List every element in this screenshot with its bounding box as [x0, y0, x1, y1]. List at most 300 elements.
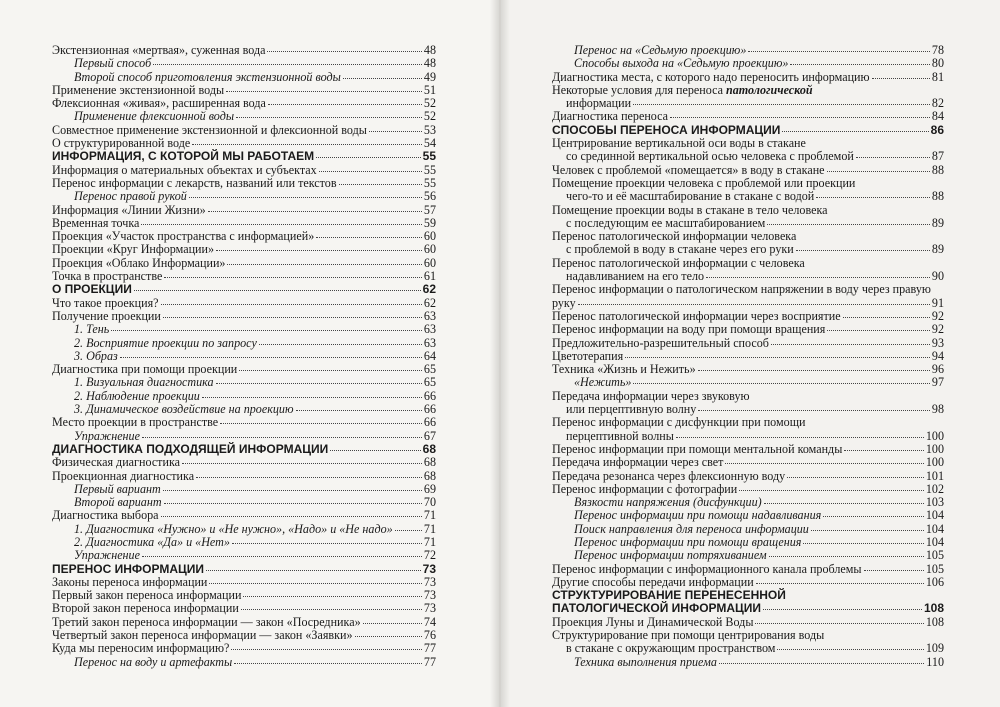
- entry-title: руку: [552, 295, 576, 310]
- leader-dots: [843, 317, 930, 318]
- toc-entry[interactable]: [552, 204, 944, 231]
- toc-entry[interactable]: [52, 257, 436, 270]
- toc-entry[interactable]: [52, 243, 436, 256]
- entry-title: с проблемой в воду в стакане через его руки: [566, 242, 794, 257]
- toc-entry[interactable]: [52, 150, 436, 163]
- entry-title-line: Центрирование вертикальной оси воды в стакане: [552, 136, 806, 151]
- leader-dots: [268, 104, 422, 105]
- leader-dots: [725, 463, 923, 464]
- toc-entry[interactable]: [552, 177, 944, 204]
- toc-entry[interactable]: [52, 190, 436, 203]
- page-number: 64: [423, 348, 436, 363]
- toc-entry[interactable]: [52, 523, 436, 536]
- page-number: 55: [423, 175, 436, 190]
- page-number: 97: [931, 375, 944, 390]
- page-number: 53: [423, 122, 436, 137]
- entry-title: Перенос информации с фотографии: [552, 481, 738, 496]
- leader-dots: [856, 157, 930, 158]
- toc-entry[interactable]: [52, 270, 436, 283]
- page-number: 80: [931, 56, 944, 71]
- entry-title: Проекции «Круг Информации»: [52, 242, 215, 257]
- toc-entry[interactable]: [52, 602, 436, 615]
- toc-entry[interactable]: [52, 616, 436, 629]
- page-number: 100: [925, 441, 944, 456]
- leader-dots: [189, 197, 422, 198]
- entry-title: Способы выхода на «Седьмую проекцию»: [574, 56, 789, 71]
- leader-dots: [163, 490, 422, 491]
- toc-entry[interactable]: [552, 629, 944, 656]
- toc-entry[interactable]: [552, 71, 944, 84]
- entry-title: Информация «Линии Жизни»: [52, 202, 206, 217]
- leader-dots: [330, 450, 420, 451]
- leader-dots: [739, 490, 924, 491]
- toc-entry[interactable]: [52, 629, 436, 642]
- toc-entry[interactable]: [52, 297, 436, 310]
- toc-entry[interactable]: [552, 323, 944, 336]
- entry-title: Точка в пространстве: [52, 269, 163, 284]
- toc-entry[interactable]: [52, 164, 436, 177]
- page-number: 68: [423, 455, 436, 470]
- entry-title: ИНФОРМАЦИЯ, С КОТОРОЙ МЫ РАБОТАЕМ: [52, 149, 315, 164]
- toc-entry[interactable]: [52, 204, 436, 217]
- page-number: 63: [423, 308, 436, 323]
- toc-entry[interactable]: [552, 257, 944, 284]
- entry-title: ПАТОЛОГИЧЕСКОЙ ИНФОРМАЦИИ: [552, 601, 762, 616]
- toc-entry[interactable]: [52, 337, 436, 350]
- page-number: 63: [423, 335, 436, 350]
- page-number: 73: [422, 561, 436, 576]
- toc-entry[interactable]: [52, 71, 436, 84]
- entry-title-line: Помещение проекции воды в стакане в тело человека: [552, 202, 828, 217]
- entry-title: 1. Тень: [74, 322, 110, 337]
- leader-dots: [231, 649, 422, 650]
- entry-title: Проекция «Участок пространства с информацией»: [52, 229, 315, 244]
- entry-title: 1. Визуальная диагностика: [74, 375, 214, 390]
- page-number: 101: [925, 468, 944, 483]
- toc-entry[interactable]: [552, 283, 944, 310]
- toc-entry[interactable]: [52, 230, 436, 243]
- page-number: 60: [423, 229, 436, 244]
- entry-title: Предложительно-разрешительный способ: [552, 335, 769, 350]
- entry-title: Куда мы переносим информацию?: [52, 641, 230, 656]
- leader-dots: [767, 224, 930, 225]
- toc-entry[interactable]: [52, 536, 436, 549]
- leader-dots: [771, 344, 930, 345]
- leader-dots: [141, 224, 422, 225]
- toc-entry[interactable]: [552, 563, 944, 576]
- entry-title: Применение флексионной воды: [74, 109, 235, 124]
- toc-entry[interactable]: [552, 84, 944, 111]
- page-number: 78: [931, 43, 944, 57]
- leader-dots: [756, 583, 924, 584]
- page-number: 109: [925, 641, 944, 656]
- page-number: 68: [423, 468, 436, 483]
- leader-dots: [153, 64, 422, 65]
- entry-title: надавливанием на его тело: [566, 269, 705, 284]
- entry-title: Место проекции в пространстве: [52, 415, 219, 430]
- toc-entry[interactable]: [52, 84, 436, 97]
- entry-title: 2. Наблюдение проекции: [74, 388, 200, 403]
- page-number: 65: [423, 362, 436, 377]
- page-number: 52: [423, 109, 436, 124]
- leader-dots: [787, 477, 924, 478]
- page-number: 71: [423, 534, 436, 549]
- entry-title: Человек с проблемой «помещается» в воду в стакане: [552, 162, 825, 177]
- toc-entry[interactable]: [552, 589, 944, 616]
- leader-dots: [782, 131, 928, 132]
- book-gutter: [490, 0, 510, 707]
- toc-entry[interactable]: [552, 443, 944, 456]
- page-number: 66: [423, 402, 436, 417]
- left-page: [0, 0, 496, 707]
- leader-dots: [578, 304, 930, 305]
- page-number: 108: [923, 601, 944, 616]
- toc-entry[interactable]: [52, 456, 436, 469]
- leader-dots: [196, 477, 422, 478]
- toc-entry[interactable]: [52, 376, 436, 389]
- toc-entry[interactable]: [552, 536, 944, 549]
- page-number: 66: [423, 415, 436, 430]
- leader-dots: [864, 570, 924, 571]
- leader-dots: [220, 423, 422, 424]
- toc-entry[interactable]: [52, 283, 436, 296]
- page-number: 84: [931, 109, 944, 124]
- leader-dots: [625, 357, 930, 358]
- entry-title: Другие способы передачи информации: [552, 574, 754, 589]
- page-number: 62: [423, 295, 436, 310]
- toc-entry[interactable]: [552, 549, 944, 562]
- entry-title: Физическая диагностика: [52, 455, 181, 470]
- entry-title: Поиск направления для переноса информации: [574, 521, 809, 536]
- entry-title: ПЕРЕНОС ИНФОРМАЦИИ: [52, 561, 205, 576]
- page-number: 55: [423, 162, 436, 177]
- page-number: 90: [931, 269, 944, 284]
- leader-dots: [216, 383, 422, 384]
- leader-dots: [319, 171, 422, 172]
- toc-entry[interactable]: [52, 430, 436, 443]
- entry-title: 2. Восприятие проекции по запросу: [74, 335, 257, 350]
- toc-entry[interactable]: [552, 523, 944, 536]
- entry-title: перцептивной волны: [566, 428, 674, 443]
- leader-dots: [670, 117, 930, 118]
- entry-title: Временная точка: [52, 215, 140, 230]
- toc-entry[interactable]: [52, 549, 436, 562]
- toc-entry[interactable]: [552, 616, 944, 629]
- entry-title: Проекция «Облако Информации»: [52, 255, 226, 270]
- entry-title: ДИАГНОСТИКА ПОДХОДЯЩЕЙ ИНФОРМАЦИИ: [52, 441, 329, 456]
- toc-entry[interactable]: [52, 496, 436, 509]
- page-number: 73: [423, 588, 436, 603]
- leader-dots: [134, 290, 421, 291]
- page-number: 73: [423, 574, 436, 589]
- page-number: 88: [931, 189, 944, 204]
- toc-entry[interactable]: [52, 124, 436, 137]
- toc-entry[interactable]: [552, 390, 944, 417]
- entry-title: Четвертый закон переноса информации — закон «Заявки»: [52, 628, 353, 643]
- entry-title: Проекция Луны и Динамической Воды: [552, 614, 754, 629]
- page-number: 73: [423, 601, 436, 616]
- toc-entry[interactable]: [552, 350, 944, 363]
- page-number: 87: [931, 149, 944, 164]
- leader-dots: [827, 171, 930, 172]
- entry-title: Второй закон переноса информации: [52, 601, 239, 616]
- entry-title: Перенос правой рукой: [74, 189, 187, 204]
- leader-dots: [790, 64, 929, 65]
- entry-title: Получение проекции: [52, 308, 161, 323]
- page-number: 61: [423, 269, 436, 284]
- toc-entry[interactable]: [552, 337, 944, 350]
- page-number: 104: [925, 534, 944, 549]
- entry-title: Упражнение: [74, 548, 140, 563]
- entry-title: Перенос патологической информации через восприятие: [552, 308, 841, 323]
- toc-entry[interactable]: [52, 390, 436, 403]
- page-number: 65: [423, 375, 436, 390]
- leader-dots: [120, 357, 422, 358]
- toc-entry[interactable]: [52, 57, 436, 70]
- page-number: 60: [423, 255, 436, 270]
- entry-title: Техника выполнения приема: [574, 654, 717, 669]
- entry-title: Диагностика места, с которого надо переносить информацию: [552, 69, 870, 84]
- leader-dots: [827, 330, 930, 331]
- page-number: 91: [931, 295, 944, 310]
- page-number: 63: [423, 322, 436, 337]
- page-number: 100: [925, 428, 944, 443]
- leader-dots: [239, 370, 422, 371]
- toc-entry[interactable]: [552, 164, 944, 177]
- page-number: 76: [423, 628, 436, 643]
- page-number: 72: [423, 548, 436, 563]
- page-number: 104: [925, 508, 944, 523]
- entry-title: Перенос на воду и артефакты: [74, 654, 233, 669]
- page-number: 48: [423, 43, 436, 57]
- leader-dots: [236, 117, 422, 118]
- entry-title: Техника «Жизнь и Нежить»: [552, 362, 696, 377]
- entry-title: Совместное применение экстензионной и флексионной воды: [52, 122, 367, 137]
- toc-entry[interactable]: [52, 656, 436, 669]
- toc-entry[interactable]: [52, 350, 436, 363]
- entry-title-line: СТРУКТУРИРОВАНИЕ ПЕРЕНЕСЕННОЙ: [552, 588, 786, 603]
- entry-title: или перцептивную волну: [566, 402, 697, 417]
- page-number: 67: [423, 428, 436, 443]
- page-number: 89: [931, 242, 944, 257]
- entry-title: О ПРОЕКЦИИ: [52, 282, 132, 297]
- leader-dots: [796, 250, 930, 251]
- entry-title-line: Перенос информации о патологическом напряжении в воду через правую: [552, 282, 931, 297]
- entry-title: Второй вариант: [74, 495, 162, 510]
- entry-title: Применение экстензионной воды: [52, 82, 225, 97]
- entry-title: Перенос информации при помощи вращения: [574, 534, 802, 549]
- entry-title: Цветотерапия: [552, 348, 624, 363]
- page-number: 69: [423, 481, 436, 496]
- toc-entry[interactable]: [52, 403, 436, 416]
- leader-dots: [241, 609, 422, 610]
- page-number: 106: [925, 574, 944, 589]
- leader-dots: [208, 211, 422, 212]
- entry-title: Вязкости напряжения (дисфункции): [574, 495, 762, 510]
- page-number: 59: [423, 215, 436, 230]
- leader-dots: [142, 437, 422, 438]
- page-number: 70: [423, 495, 436, 510]
- page-number: 102: [925, 481, 944, 496]
- toc-entry[interactable]: [52, 110, 436, 123]
- leader-dots: [816, 197, 930, 198]
- entry-title: Передача резонанса через флексионную воду: [552, 468, 786, 483]
- toc-entry[interactable]: [52, 563, 436, 576]
- toc-entry[interactable]: [552, 496, 944, 509]
- page-number: 66: [423, 388, 436, 403]
- entry-title: Перенос на «Седьмую проекцию»: [574, 43, 747, 57]
- toc-entry[interactable]: [52, 576, 436, 589]
- toc-entry[interactable]: [52, 509, 436, 522]
- page-number: 108: [925, 614, 944, 629]
- leader-dots: [369, 131, 422, 132]
- toc-entry[interactable]: [52, 483, 436, 496]
- entry-title-line: Помещение проекции человека с проблемой или проекции: [552, 175, 856, 190]
- entry-title: Перенос информации с информационного канала проблемы: [552, 561, 862, 576]
- leader-dots: [803, 543, 923, 544]
- toc-entry[interactable]: [52, 642, 436, 655]
- entry-title: 1. Диагностика «Нужно» и «Не нужно», «Надо» и «Не надо»: [74, 521, 393, 536]
- entry-title: Перенос информации при помощи ментальной команды: [552, 441, 843, 456]
- entry-title: в стакане с окружающим пространством: [566, 641, 776, 656]
- toc-entry[interactable]: [552, 456, 944, 469]
- entry-title-line: Перенос информации с дисфункции при помощи: [552, 415, 806, 430]
- page-number: 74: [423, 614, 436, 629]
- toc-entry[interactable]: [552, 124, 944, 137]
- entry-title-part: Некоторые условия для переноса: [552, 82, 723, 97]
- leader-dots: [343, 78, 422, 79]
- leader-dots: [777, 649, 923, 650]
- entry-title: Передача информации через свет: [552, 455, 724, 470]
- leader-dots: [748, 51, 930, 52]
- leader-dots: [698, 410, 930, 411]
- entry-title: Экстензионная «мертвая», суженная вода: [52, 43, 266, 57]
- page-number: 60: [423, 242, 436, 257]
- toc-entry[interactable]: [52, 44, 436, 57]
- entry-title: Второй способ приготовления экстензионной воды: [74, 69, 341, 84]
- leader-dots: [633, 383, 929, 384]
- page-number: 68: [422, 441, 436, 456]
- leader-dots: [161, 304, 422, 305]
- page-number: 104: [925, 521, 944, 536]
- right-page: [504, 0, 1000, 707]
- toc-entry[interactable]: [552, 230, 944, 257]
- toc-entry[interactable]: [552, 416, 944, 443]
- toc-right: [552, 44, 944, 669]
- page-number: 62: [422, 282, 436, 297]
- toc-entry[interactable]: [52, 323, 436, 336]
- entry-title: Первый способ: [74, 56, 152, 71]
- page-number: 81: [931, 69, 944, 84]
- page-number: 77: [423, 641, 436, 656]
- leader-dots: [395, 530, 422, 531]
- toc-entry[interactable]: [552, 483, 944, 496]
- leader-dots: [316, 157, 421, 158]
- leader-dots: [355, 636, 422, 637]
- page-number: 86: [930, 122, 944, 137]
- toc-entry[interactable]: [52, 97, 436, 110]
- entry-title: СПОСОБЫ ПЕРЕНОСА ИНФОРМАЦИИ: [552, 122, 781, 137]
- toc-entry[interactable]: [52, 470, 436, 483]
- entry-title: Диагностика при помощи проекции: [52, 362, 238, 377]
- leader-dots: [823, 516, 924, 517]
- leader-dots: [633, 104, 930, 105]
- toc-entry[interactable]: [552, 110, 944, 123]
- leader-dots: [202, 397, 422, 398]
- toc-entry[interactable]: [552, 363, 944, 376]
- entry-title: со срединной вертикальной осью человека с проблемой: [566, 149, 854, 164]
- leader-dots: [182, 463, 422, 464]
- entry-title: Флексионная «живая», расширенная вода: [52, 96, 266, 111]
- toc-entry[interactable]: [552, 656, 944, 669]
- entry-title: О структурированной воде: [52, 136, 191, 151]
- entry-title: Информация о материальных объектах и субъектах: [52, 162, 317, 177]
- page-number: 48: [423, 56, 436, 71]
- leader-dots: [161, 516, 422, 517]
- page-number: 93: [931, 335, 944, 350]
- entry-title: с последующим ее масштабированием: [566, 215, 766, 230]
- page-number: 103: [925, 495, 944, 510]
- leader-dots: [243, 596, 421, 597]
- entry-title: 3. Динамическое воздействие на проекцию: [74, 402, 294, 417]
- toc-entry[interactable]: [552, 44, 944, 57]
- page-number: 100: [925, 455, 944, 470]
- entry-title: «Нежить»: [574, 375, 632, 390]
- entry-title: Диагностика выбора: [52, 508, 159, 523]
- toc-entry[interactable]: [52, 363, 436, 376]
- page-number: 52: [423, 96, 436, 111]
- entry-title-line: [552, 84, 944, 97]
- leader-dots: [163, 317, 422, 318]
- page-number: 105: [925, 548, 944, 563]
- toc-entry[interactable]: [552, 310, 944, 323]
- leader-dots: [296, 410, 422, 411]
- toc-entry[interactable]: [552, 470, 944, 483]
- leader-dots: [872, 78, 930, 79]
- leader-dots: [769, 556, 924, 557]
- leader-dots: [706, 277, 930, 278]
- toc-entry[interactable]: [52, 177, 436, 190]
- page-number: 77: [423, 654, 436, 669]
- leader-dots: [698, 370, 930, 371]
- leader-dots: [676, 437, 924, 438]
- toc-entry[interactable]: [52, 589, 436, 602]
- leader-dots: [192, 144, 422, 145]
- leader-dots: [232, 543, 422, 544]
- toc-entry[interactable]: [552, 509, 944, 522]
- toc-entry[interactable]: [52, 443, 436, 456]
- entry-title: чего-то и её масштабирование в стакане с водой: [566, 189, 815, 204]
- toc-entry[interactable]: [552, 57, 944, 70]
- entry-title: Перенос информации потряхиванием: [574, 548, 767, 563]
- entry-title: 2. Диагностика «Да» и «Нет»: [74, 534, 230, 549]
- entry-title: Третий закон переноса информации — закон «Посредника»: [52, 614, 361, 629]
- toc-entry[interactable]: [52, 310, 436, 323]
- entry-title: 3. Образ: [74, 348, 118, 363]
- entry-title: Упражнение: [74, 428, 140, 443]
- leader-dots: [339, 184, 422, 185]
- page-number: 105: [925, 561, 944, 576]
- toc-entry[interactable]: [552, 376, 944, 389]
- entry-title: Перенос информации с лекарств, названий или текстов: [52, 175, 337, 190]
- page-number: 98: [931, 402, 944, 417]
- toc-entry[interactable]: [52, 416, 436, 429]
- toc-entry[interactable]: [52, 217, 436, 230]
- page-number: 82: [931, 96, 944, 111]
- toc-entry[interactable]: [552, 137, 944, 164]
- entry-title: Что такое проекция?: [52, 295, 159, 310]
- page-number: 110: [926, 654, 944, 669]
